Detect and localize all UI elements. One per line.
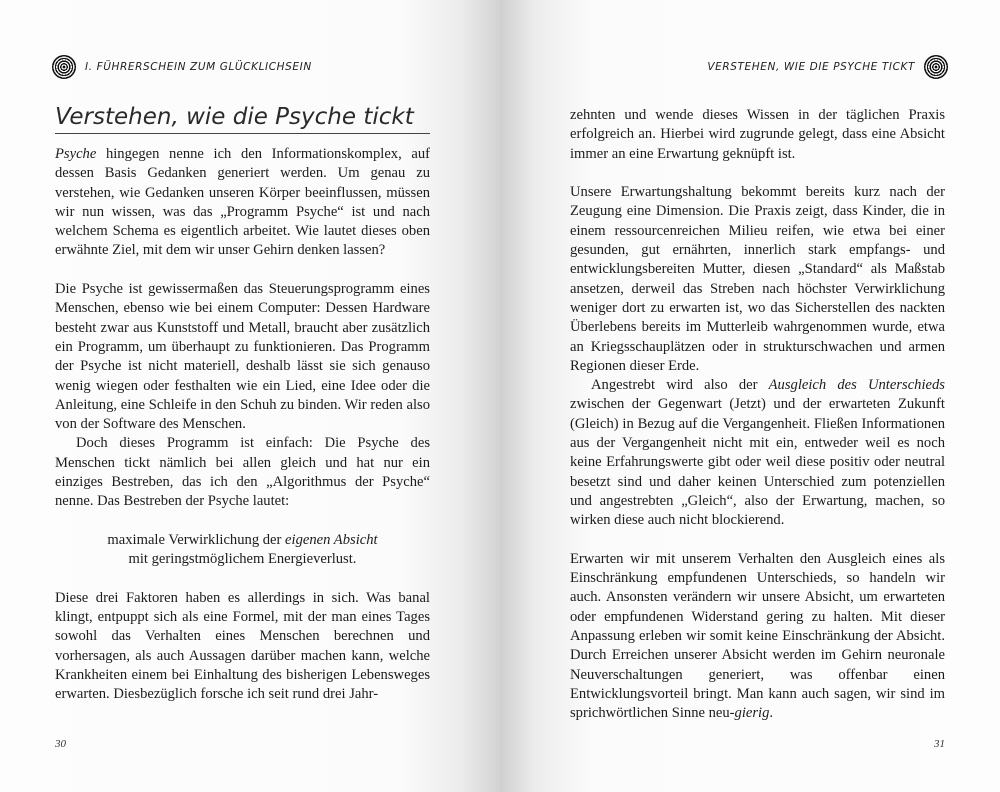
psyche-term: Psyche bbox=[55, 146, 97, 162]
quote-line-2: mit geringstmöglichem Energieverlust. bbox=[128, 551, 357, 568]
left-running-header bbox=[52, 55, 312, 79]
section-title: Verstehen, wie die Psyche tickt bbox=[55, 104, 430, 134]
left-paragraph-4: Diese drei Faktoren haben es allerdings in sich. Was banal klingt, entpuppt sich als eine Formel, mit der man eines Tages sowohl das Verhalten eines Menschen berechnen und vorhersagen, als auch Aussagen darüber machen kann, welche Krankheiten einem bei Einhaltung des bisherigen Lebensweges erwarten. Diesbezüglich forsche ich seit rund drei Jahr- bbox=[55, 589, 430, 703]
right-paragraph-1: zehnten und wende dieses Wissen in der täglichen Praxis erfolgreich an. Hierbei wird zugrunde gelegt, dass eine Absicht immer an eine Erwartung geknüpft ist. bbox=[570, 107, 945, 162]
left-header-text: I. FÜHRERSCHEIN ZUM GLÜCKLICHSEIN bbox=[85, 61, 312, 73]
left-page-number: 30 bbox=[55, 738, 66, 750]
right-paragraph-4: Erwarten wir mit unserem Verhalten den Ausgleich eines als Einschränkung empfundenen Unterschieds, so handeln wir auch. Ansonsten verändern wir unsere Absicht, um erwarteten oder empfundenen Widerstand gering zu halten. Mit dieser Anpassung erleben wir somit keine Einschränkung der Absicht. Durch Erreichen unserer Absicht werden im Gehirn neuronale Neuverschaltungen generiert, was offenbar einen Entwicklungsvorteil bringt. Man kann auch sagen, wir sind im sprichwörtlichen Sinne neu-gierig. bbox=[570, 550, 945, 722]
algorithm-quote bbox=[55, 531, 430, 570]
spiral-icon bbox=[52, 55, 76, 79]
right-paragraph-3: Angestrebt wird also der Ausgleich des Unterschieds zwischen der Gegenwart (Jetzt) und der erwarteten Zukunft (Gleich) in Bezug auf die Vergangenheit. Fließen Informationen aus der Vergangenheit nicht mit ein, entweder weil es noch keine Erfahrungswerte gibt oder weil diese positiv oder neutral besetzt sind und daher keinen Unterschied zum potenziellen und angestrebten „Gleich“, also der Erwartung, machen, so wirken diese auch nicht blockierend. bbox=[570, 377, 945, 529]
left-paragraph-3: Doch dieses Programm ist einfach: Die Psyche des Menschen tickt nämlich bei allen gleich und hat nur ein einziges Bestreben, das ich den „Algorithmus der Psyche“ nenne. Das Bestreben der Psyche lautet: bbox=[55, 435, 430, 510]
right-running-header bbox=[707, 55, 948, 79]
right-page bbox=[500, 0, 1000, 792]
left-paragraph-2: Die Psyche ist gewissermaßen das Steuerungsprogramm eines Menschen, ebenso wie bei einem Computer: Dessen Hardware besteht zwar aus Kunststoff und Metall, braucht aber zusätzlich ein Programm, um überhaupt zu funktionieren. Das Programm der Psyche ist nicht materiell, deshalb lässt sie sich genauso wenig wiegen oder festhalten wie ein Lied, eine Idee oder die Anleitung, eine Schleife in den Schuh zu binden. Wir reden also von der Software des Menschen. bbox=[55, 281, 430, 433]
right-header-text: VERSTEHEN, WIE DIE PSYCHE TICKT bbox=[707, 61, 915, 73]
quote-line-1: maximale Verwirklichung der eigenen Absicht bbox=[107, 531, 378, 548]
right-page-number: 31 bbox=[934, 738, 945, 750]
left-paragraph-1: Psyche hingegen nenne ich den Informationskomplex, auf dessen Basis Gedanken generiert werden. Um genau zu verstehen, wie Gedanken unseren Körper beeinflussen, müssen wir nun wissen, was das „Programm Psyche“ ist und nach welchem Schema es eigentlich arbeitet. Wie lautet dieses oben erwähnte Ziel, mit dem wir unser Gehirn denken lassen? bbox=[55, 146, 430, 259]
left-body bbox=[55, 145, 430, 705]
right-body bbox=[570, 106, 945, 724]
right-paragraph-2: Unsere Erwartungshaltung bekommt bereits kurz nach der Zeugung eine Dimension. Die Praxis zeigt, dass Kinder, die in einem ressourcenreichen Milieu reifen, wie etwa bei einer gesunden, gut ernährten, innerlich stark empfangs- und entwicklungsbereiten Mutter, diesen „Standard“ als Maßstab ansetzen, derweil das Streben nach höchster Verwirklichung weniger dort zu erwarten ist, wo das Sicherstellen des nackten Überlebens bereits im Mutterleib wahrgenommen wurde, etwa an Kriegsschauplätzen oder in strukturschwachen und armen Regionen dieser Erde. bbox=[570, 184, 945, 374]
spiral-icon bbox=[924, 55, 948, 79]
